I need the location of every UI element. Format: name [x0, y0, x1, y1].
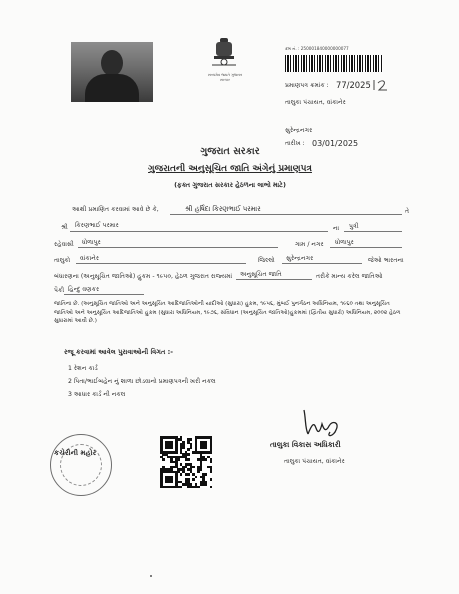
- evidence-item: 2 પિતા/ભાઈબહેન નું શાળા છોડવાનો પ્રમાણપત્રની ખરી નકલ: [68, 378, 216, 385]
- state-label: જેઓ ભારતના: [368, 257, 404, 264]
- qr-module: [197, 471, 200, 474]
- qr-module: [170, 446, 173, 449]
- certificate-no-label: પ્રમાણપત્ર ક્રમાંક :: [285, 82, 329, 89]
- village-label: ગામ / નગર: [295, 241, 324, 248]
- office-name: તાલુકા પંચાયત, વાંકાનેર: [285, 99, 346, 106]
- qr-module: [182, 446, 185, 449]
- date-label: તારીખ :: [285, 140, 305, 147]
- qr-module: [200, 468, 203, 471]
- relation-value: પુત્રી: [349, 223, 359, 230]
- qr-module: [187, 448, 190, 451]
- qr-module: [175, 451, 178, 454]
- applicant-photo: [71, 42, 153, 102]
- qr-module: [205, 458, 208, 461]
- qr-module: [205, 483, 208, 486]
- cert-intro: આથી પ્રમાણિત કરવામાં આવે છે કે,: [72, 206, 159, 213]
- na-label: ના: [333, 225, 340, 232]
- qr-module: [190, 438, 193, 441]
- qr-module: [162, 458, 165, 461]
- title-government: ગુજરાત સરકાર: [200, 146, 260, 157]
- title-certificate: ગુજરાતની અનુસૂચિત જાતિ અંગેનું પ્રમાણપત્ર: [148, 164, 312, 174]
- qr-module: [197, 486, 200, 489]
- state-emblem-icon: [207, 34, 241, 68]
- title-subtitle: (ફક્ત ગુજરાત સરકાર હેઠળના લાભો માટે): [174, 181, 286, 189]
- candidate-name: શ્રી હર્ષિદા કિરણભાઈ પરમાર: [185, 205, 261, 213]
- scan-speck: [150, 575, 152, 577]
- qr-module: [187, 453, 190, 456]
- qr-module: [210, 478, 213, 481]
- resident-value: ધોળાપુર: [82, 239, 101, 246]
- caste-value: અનુસૂચિત જાતિ: [240, 271, 282, 278]
- evidence-item: 1 રેશન કાર્ડ: [68, 365, 98, 372]
- qr-module: [210, 486, 213, 489]
- community-value: હિન્દુ વણકર: [68, 286, 100, 293]
- qr-module: [180, 473, 183, 476]
- constitution-text: બંધારણના (અનુસૂચિત જાતિઓ) હુકમ - ૧૯૫૦, હેઠળ ગુજરાત રાજ્યમાં: [54, 273, 233, 280]
- office-seal: [50, 434, 112, 496]
- taluka-label: તાલુકો: [54, 257, 71, 264]
- qr-module: [210, 461, 213, 464]
- verification-qr-code: [160, 436, 212, 488]
- date-value: 03/01/2025: [312, 139, 359, 148]
- qr-module: [210, 471, 213, 474]
- officer-title: તાલુકા વિકાસ અધિકારી: [270, 440, 341, 449]
- office-seal-label: કચેરીની મહોર: [54, 448, 97, 457]
- qr-module: [177, 458, 180, 461]
- qr-module: [195, 476, 198, 479]
- village-value: ધોળાપુર: [335, 239, 354, 246]
- qr-module: [205, 446, 208, 449]
- evidence-heading: રજૂ કરવામાં આવેલ પુરાવાઓની વિગત :-: [64, 348, 174, 356]
- qr-module: [180, 486, 183, 489]
- qr-module: [192, 478, 195, 481]
- resident-label: રહેવાસી: [54, 241, 74, 248]
- district-label: જિલ્લો: [258, 257, 275, 264]
- header-district: સુરેન્દ્રનગર: [285, 127, 313, 134]
- taluka-value: વાંકાનેર: [80, 255, 100, 262]
- community-label: પૈકી: [54, 287, 65, 294]
- officer-office: તાલુકા પંચાયત, વાંકાનેર: [284, 458, 345, 465]
- barcode: [285, 55, 383, 72]
- legal-paragraph: જાતિના છે. (અનુસૂચિત જાતિઓ અને અનુસૂચિત આદિજાતિઓની યાદીઓ (સુધારા) હુકમ, ૧૯૫૬, મુંબઈ પુનર્ગઠન અધિનિયમ, ૧૯૬૦ તથા અનુસૂચિત જાતિઓ અને અનુસૂચિત આદિજાતિઓ હુકમ (સુધારા અધિનિયમ, ૧૯૭૬, સંવિધાન (અનુસૂચિત જાતિઓ)હુકમમાં (દ્વિતીય સુધારો) અધિનિયમ, ૨૦૦૨ હેઠળ સુધારામાં આવી છે.): [54, 301, 401, 325]
- qr-module: [187, 473, 190, 476]
- father-name: કિરણભાઈ પરમાર: [75, 222, 119, 229]
- qr-module: [170, 481, 173, 484]
- certificate-no-value: 77/2025: [336, 80, 371, 90]
- officer-signature: [296, 406, 352, 440]
- emblem-caption: સત્યમેવ જયતે ગુજરાત સરકાર: [207, 73, 243, 82]
- qr-module: [190, 446, 193, 449]
- te-label: તે: [405, 208, 410, 215]
- barcode-number: ક્રમ નં. : 250001840000000077: [285, 46, 349, 51]
- qr-module: [187, 458, 190, 461]
- handwritten-mark: [372, 78, 390, 92]
- qr-module: [205, 473, 208, 476]
- father-prefix: શ્રી: [61, 224, 68, 231]
- evidence-item: 3 આધાર કાર્ડ ની નકલ: [68, 391, 126, 398]
- qr-module: [210, 451, 213, 454]
- recognized-text: તરીકે માન્ય કરેલ જાતિઓ: [316, 273, 383, 280]
- qr-module: [192, 466, 195, 469]
- district-value: સુરેન્દ્રનગર: [286, 255, 314, 262]
